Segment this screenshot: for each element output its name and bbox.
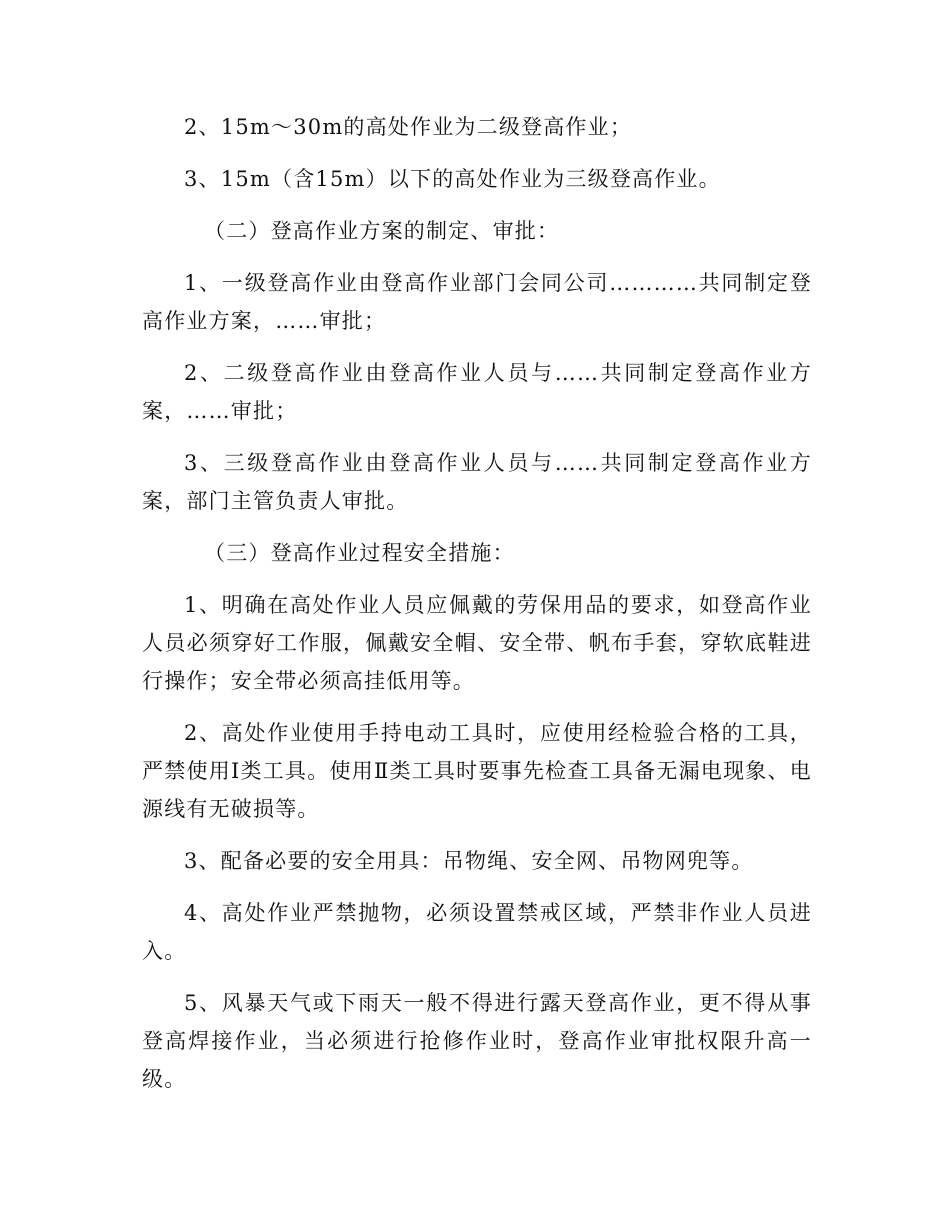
section-heading-safety-measures: （三）登高作业过程安全措施：	[204, 541, 515, 565]
document-body	[142, 108, 812, 1112]
paragraph-level-two-definition: 2、15m～30m的高处作业为二级登高作业；	[184, 115, 633, 139]
paragraph-level-two-approval: 2、二级登高作业由登高作业人员与……共同制定登高作业方案，……审批；	[142, 361, 812, 423]
paragraph-power-tools: 2、高处作业使用手持电动工具时，应使用经检验合格的工具，严禁使用Ⅰ类工具。使用Ⅱ类工具时要事先检查工具备无漏电现象、电源线有无破损等。	[142, 721, 812, 821]
paragraph-level-three-definition: 3、15m（含15m）以下的高处作业为三级登高作业。	[184, 167, 721, 191]
paragraph-level-three-approval: 3、三级登高作业由登高作业人员与……共同制定登高作业方案，部门主管负责人审批。	[142, 451, 812, 513]
paragraph-safety-equipment: 3、配备必要的安全用具：吊物绳、安全网、吊物网兜等。	[184, 849, 754, 873]
paragraph-weather-restrictions: 5、风暴天气或下雨天一般不得进行露天登高作业，更不得从事登高焊接作业，当必须进行抢修作业时，登高作业审批权限升高一级。	[142, 991, 812, 1091]
section-heading-plan-approval: （二）登高作业方案的制定、审批：	[204, 219, 560, 243]
paragraph-level-one-approval: 1、一级登高作业由登高作业部门会同公司…………共同制定登高作业方案，……审批；	[142, 271, 812, 333]
paragraph-ppe-requirements: 1、明确在高处作业人员应佩戴的劳保用品的要求，如登高作业人员必须穿好工作服，佩戴安全帽、安全带、帆布手套，穿软底鞋进行操作；安全带必须高挂低用等。	[142, 593, 812, 693]
paragraph-no-throwing: 4、高处作业严禁抛物，必须设置禁戒区域，严禁非作业人员进入。	[142, 901, 812, 963]
